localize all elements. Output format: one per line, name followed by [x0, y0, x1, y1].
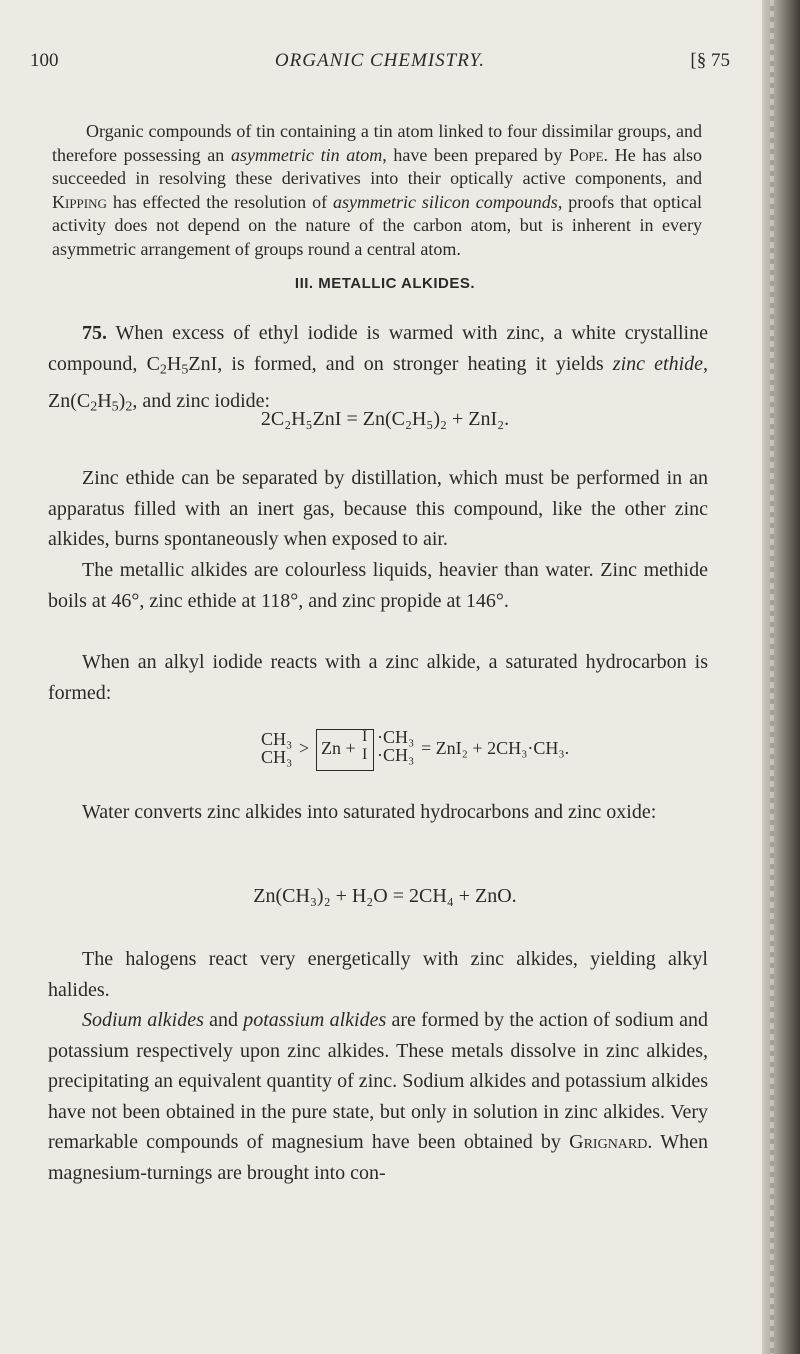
emphasis: Sodium alkides — [82, 1009, 204, 1031]
text-run: . When magnesium-turnings are brought into con- — [48, 1131, 708, 1184]
paragraph-tin-compounds — [52, 120, 702, 262]
subscript: 2 — [90, 399, 98, 414]
paragraph-75 — [48, 318, 708, 423]
text-run: , proofs that optical activity does not depend on the nature of the carbon atom, but is inherent in every asymmetric arrangement of groups round a central atom. — [52, 191, 703, 259]
paragraph-halogens: The halogens react very energetically with zinc alkides, yielding alkyl halides. — [48, 948, 708, 1001]
paragraph-sodium-potassium — [48, 1005, 708, 1188]
methyl-right-top: ·CH₃ — [377, 727, 415, 747]
author-name: Grignard — [569, 1131, 648, 1153]
paragraph-number: 75. — [82, 322, 107, 344]
text-run: and — [203, 1009, 244, 1031]
text-run: ZnI, is formed, and on stronger heating it yields — [188, 352, 613, 375]
paragraph-water: Water converts zinc alkides into saturated hydrocarbons and zinc oxide: — [82, 801, 657, 823]
text-run: ) — [118, 389, 126, 412]
book-binding-edge — [762, 0, 800, 1354]
methyl-right-bottom: ·CH₃ — [377, 745, 415, 765]
section-heading: III. METALLIC ALKIDES. — [294, 275, 476, 292]
subscript: 2 — [159, 362, 167, 377]
methyl-top: CH₃ — [261, 729, 293, 749]
running-title: ORGANIC CHEMISTRY. — [274, 50, 486, 71]
text-run: H — [166, 352, 182, 375]
methyl-groups-left — [261, 730, 292, 766]
text-run: When excess of ethyl iodide is warmed with zinc, a white crystalline compound, C — [48, 322, 708, 375]
subscript: 2 — [125, 399, 133, 414]
bond-bracket: > — [299, 738, 310, 758]
text-run: , Zn(C — [48, 352, 709, 412]
subscript: 5 — [111, 399, 119, 414]
iodine-bottom: I — [362, 746, 368, 763]
paragraph-boiling-points: The metallic alkides are colourless liquids, heavier than water. Zinc methide boils at 46°, zinc ethide at 118°, and zinc propide at 146°. — [48, 559, 708, 612]
text-run: Organic compounds of tin containing a tin atom linked to four dissimilar groups, and therefore possessing an — [52, 121, 702, 165]
paragraph-distillation: Zinc ethide can be separated by distillation, which must be performed in an apparatus filled with an inert gas, because this compound, like the other zinc alkides, burns spontaneously when exposed to air. — [48, 467, 708, 550]
author-name: Kipping — [52, 191, 107, 212]
emphasis: asymmetric silicon compounds — [333, 191, 558, 212]
iodine-terms — [362, 728, 367, 764]
equation-water-hydrolysis: Zn(CH₃)₂ + H₂O = 2CH₄ + ZnO. — [253, 885, 517, 907]
methyl-groups-right — [377, 728, 414, 764]
paragraph-alkyl-iodide: When an alkyl iodide reacts with a zinc alkide, a saturated hydrocarbon is formed: — [48, 651, 708, 704]
page-number: 100 — [30, 50, 59, 71]
structural-formula — [261, 725, 570, 785]
text-run: has effected the resolution of — [106, 191, 333, 212]
emphasis: zinc ethide — [612, 352, 704, 375]
text-run: are formed by the action of sodium and potassium respectively upon zinc alkides. These metals dissolve in zinc alkides, precipitating an equivalent quantity of zinc. Sodium alkides and potassium alkides have not been obtained in the pure state, but only in solution in zinc alkides. Very remarkable compounds of magnesium have been obtained by — [48, 1009, 708, 1153]
text-run: , and zinc iodide: — [132, 389, 271, 412]
page-header — [30, 50, 730, 80]
text-run: . He has also succeeded in resolving these derivatives into their optically active components, and — [52, 144, 703, 189]
zinc-term: Zn + — [321, 738, 356, 758]
equation-zinc-ethide: 2C₂H₅ZnI = Zn(C₂H₅)₂ + ZnI₂. — [260, 408, 510, 430]
emphasis: asymmetric tin atom — [230, 144, 383, 165]
methyl-bottom: CH₃ — [261, 747, 293, 767]
section-marker: [§ 75 — [690, 50, 730, 71]
emphasis: potassium alkides — [243, 1009, 387, 1031]
author-name: Pope — [568, 144, 604, 165]
text-run: H — [97, 389, 112, 412]
formula-products: = ZnI₂ + 2CH₃·CH₃. — [421, 738, 570, 758]
subscript: 5 — [181, 362, 189, 377]
text-run: , have been prepared by — [382, 144, 569, 165]
iodine-top: I — [362, 728, 368, 745]
